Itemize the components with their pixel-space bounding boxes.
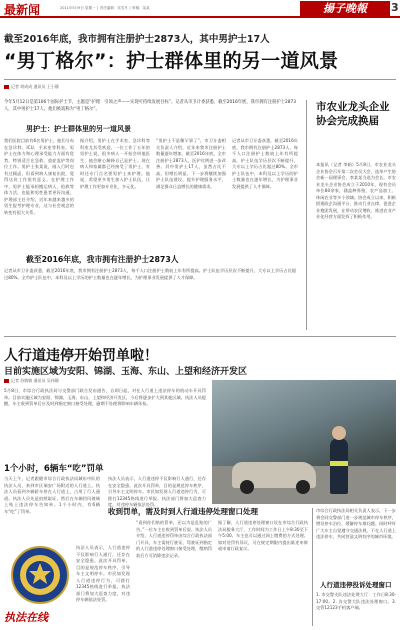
photo-vest-stripe xyxy=(330,461,348,466)
story2-col1b: 执法人员表示，人行道违停不仅影响行人通行，还存在安全隐患。此次开具罚单，目的是规范停车秩序，引导车主文明停车。市民如发现人行道违停行为，可拨打12345热线进行举报。执法部门将加大巡查力度，对违停车辆依法处罚。 xyxy=(76,545,130,602)
side-title: 市农业龙头企业协会完成换届 xyxy=(316,101,390,127)
column-label: 执法在线 xyxy=(4,611,48,624)
story2-col3: “看到你们贴的罚单，还以为是乱贴的广告。”一位车主在收到罚单后说。执法人员介绍，人行道违停罚单由综合行政执法部门开具，车主需持行驶证、驾驶证到指定的人行道违停处理窗口接受处理，缴纳罚款后方可消除违法记录。 xyxy=(136,520,212,558)
story2-byline xyxy=(4,378,59,384)
story1-byline-text: 记者 胡成成 通讯员 王小静 xyxy=(11,84,59,89)
story2-byline-text: 记者 苏敏敏 通讯员 吴伟静 xyxy=(11,378,59,383)
divider xyxy=(4,79,396,80)
newspaper-logo: 揚子晚報 xyxy=(300,1,390,16)
story1-tail: 记者从市卫计委获悉，截至2016年底，我市拥有注册护士2873人，每千人口注册护士数较上年有所提高。护士队伍学历层次不断提升，大专以上学历占比超过80%。全市护士队伍中，本科及以上学历的护士数量也在逐年增长，为护理事业发展提供了人才保障。 xyxy=(4,268,296,280)
story1-col2: 据介绍，男护士在手术室、急诊科等科室尤其受欢迎。一位工作了五年的男护士说，很多病人一开始会叫他医生，他会耐心解释自己是护士。现在病人和家属都已经接受了男护士，有时还专门点名要男护士来护理。他说，希望更多男生加入护士队伍，让护理工作更加专业化、多元化。 xyxy=(80,138,150,189)
story1-headline: “男丁格尔”：护士群体里的另一道风景 xyxy=(4,50,339,72)
divider xyxy=(4,336,396,337)
story1-col4: 记者从市卫计委获悉，截至2016年底，我市拥有注册护士2873人，每千人口注册护士数较上年有所提高。护士队伍学历层次不断提升，大专以上学历占比超过80%。全市护士队伍中，本科及以上学历的护士数量也在逐年增长，为护理事业发展提供了人才保障。 xyxy=(232,138,298,189)
story1-lead: 今年5月12日是第106个国际护士节，主题是“护理：引领之声——实现可持续发展目标”。记者从市卫计委获悉，截至2016年底，我市拥有注册护士2873人，其中男护士17人。他们被戏称为“男丁格尔”。 xyxy=(4,100,296,112)
side-divider xyxy=(306,100,307,330)
dateline: 2011年5月9日 星期一 │ 责任编辑：吴雪冬 │ 审稿：某某 xyxy=(60,6,150,10)
story1-byline xyxy=(4,84,59,90)
photo-wheel xyxy=(296,480,310,494)
story2-center-title: 收到罚单，需及时到人行道违停处理窗口处理 xyxy=(108,507,258,516)
photo-officer-head xyxy=(332,426,346,440)
story1-col3: “男护士不是稀罕事了”，市卫计委相关负责人介绍，近年来我市注册护士数量逐年增加，截至2016年底，全市注册护士2873人，医护比例进一步改善。其中男护士17人，虽然占比不高，但增长明显。下一步将继续加强护士队伍建设，提升护理服务水平，满足群众日益增长的健康需求。 xyxy=(156,138,226,189)
news-photo xyxy=(212,380,396,504)
photo-wheel xyxy=(240,480,254,494)
byline-marker-icon xyxy=(4,379,9,383)
side-divider xyxy=(312,508,313,626)
section-title: 最新闻 xyxy=(4,3,41,17)
story2-col1: 当天上午，记者跟随市综合行政执法局城东中队的执法人员，来到市区瑞安广场附近的人行道上。执法人员看到多辆轿车停在人行道上，占用了行人通道。执法人员先是拍照取证，然后在车辆挡风玻璃上贴上违法停车告知单。1个小时内，有6辆车“吃”了罚单。 xyxy=(4,476,100,514)
story1-kicker: 截至2016年底，我市拥有注册护士2873人，其中男护士17人 xyxy=(4,34,270,45)
story2-col5: 市综合行政执法局相关负责人表示，下一步将会同交警部门进一步规范城市停车秩序，增设停车泊位，缓解停车难问题。同时呼吁广大车主自觉遵守交通法规，不在人行道上违法停车，共同营造文明有序的城市环境。 xyxy=(316,508,396,539)
story2-col4: 据了解，人行道违停处理窗口设在市综合行政执法局服务大厅，工作时间为工作日上午8:30至下午5:00。车主也可以通过网上缴费的方式处理。如对处罚有异议，可在规定期限内提出陈述申辩或申请行政复议。 xyxy=(218,520,308,551)
story1-subhead-b: 截至2016年底，我市拥有注册护士2873人 xyxy=(26,255,179,264)
masthead xyxy=(0,0,400,18)
story2-deck: 目前实施区域为安阳、锦湖、玉海、东山、上望和经济开发区 xyxy=(4,367,248,377)
page-number: 3 xyxy=(391,1,399,14)
story2-lead: 5月8日，市综合行政执法局与交警部门联合发布通告，自即日起，对在人行道上违法停车的机动车开具罚单。目前实施区域为安阳、锦湖、玉海、东山、上望和经济开发区，今后将逐步扩大到其他区域。执法人员提醒，车主收到罚单后应及时到指定窗口接受处理，逾期不处理将影响车辆年检。 xyxy=(4,388,206,406)
side-subtitle: 人行道违停投诉处理窗口 xyxy=(320,581,392,589)
side-sub-body: 1. 市交警支队违法处理大厅：工作日8:30-17:00。2. 各交警大队违法处理窗口。3. 交管12123手机客户端。 xyxy=(316,592,396,610)
police-badge-icon xyxy=(10,545,70,605)
byline-marker-icon xyxy=(4,85,9,89)
photo-officer xyxy=(330,438,348,494)
story2-section-title: 1个小时，6辆车“吃”罚单 xyxy=(4,464,104,474)
story2-col2: 执法人员表示，人行道违停不仅影响行人通行，还存在安全隐患。此次开具罚单，目的是规范停车秩序，引导车主文明停车。市民如发现人行道违停行为，可拨打12345热线进行举报。执法部门将加大巡查力度，对违停车辆依法处罚。 xyxy=(108,476,206,507)
story1-col1: 我们医院目前有6名男护士，他们分布在急诊科、ICU、手术室等科室。男护士在体力和心理承受能力方面有优势，特别适合在急救、重症监护等岗位工作。男护士张某说，刚入行时也有过顾虑，但看到病人康复出院，觉得这份工作很有意义。在护理工作中，男护士能承担搬运病人、抢救等体力活，也能和男性患者更好沟通。护理部主任介绍，近年来越来越多的男生报考护理专业，这与社会观念的转变有很大关系。 xyxy=(4,138,74,215)
story2-headline: 人行道违停开始罚单啦！ xyxy=(4,348,158,364)
story1-subhead-a: 男护士：护士群体里的另一道风景 xyxy=(26,125,131,133)
side-body: 本报讯（记者 李娟）5月8日，市农业龙头企业协会召开第二次会员大会，选举产生协会新一届理事会，李某某当选为会长。市农业龙头企业协会成立于2010年，现有会员单位80余家，涵盖种养殖、农产品加工、休闲农业等多个领域。协会成立以来，积极搭建政企沟通平台，推动行业自律，促进企业抱团发展，在带动农民增收、推进农业产业化经营方面发挥了积极作用。 xyxy=(316,162,396,219)
